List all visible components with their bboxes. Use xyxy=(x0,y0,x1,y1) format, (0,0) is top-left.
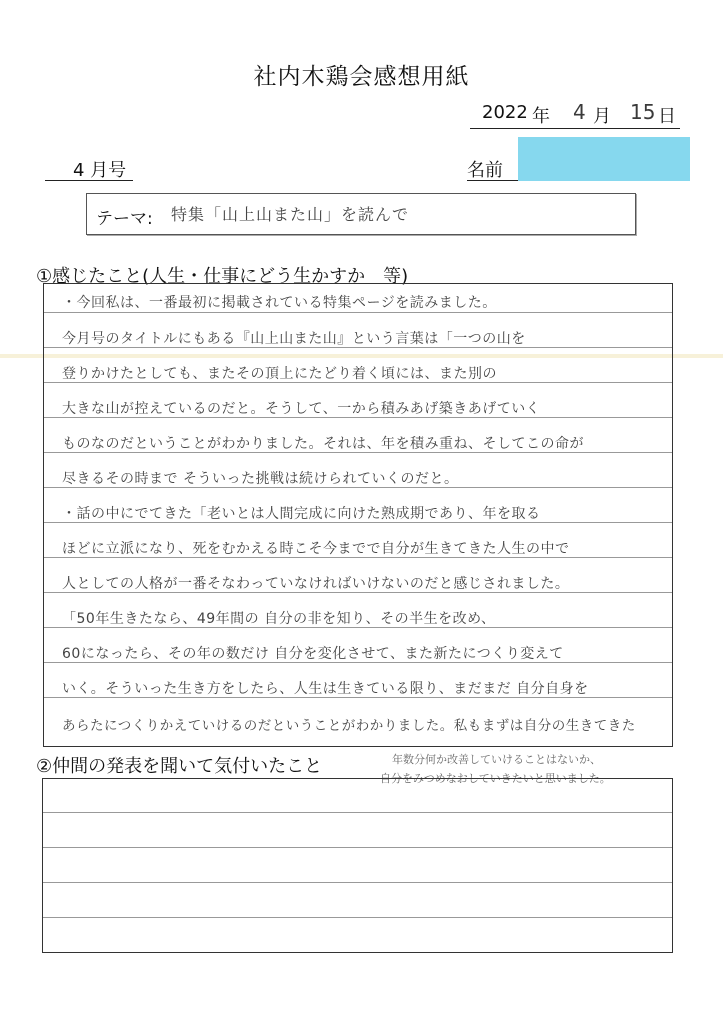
margin-note-line: 自分をみつめなおしていきたいと思いました。 xyxy=(380,772,611,785)
ruled-line xyxy=(43,917,672,918)
form-title: 社内木鶏会感想用紙 xyxy=(253,64,470,90)
section1-box xyxy=(43,283,673,747)
date-field xyxy=(470,100,680,129)
section2-heading: ②仲間の発表を聞いて気付いたこと xyxy=(36,756,323,777)
handwritten-line: 登りかけたとしても、またその頂上にたどり着く頃には、また別の xyxy=(62,366,497,382)
issue-field xyxy=(45,152,133,181)
theme-value: 特集「山上山また山」を読んで xyxy=(171,205,410,224)
ruled-line xyxy=(43,847,672,848)
ruled-line xyxy=(44,312,672,313)
handwritten-line: あらたにつくりかえていけるのだということがわかりました。私もまずは自分の生きてきた xyxy=(62,718,636,734)
section2-box xyxy=(42,778,673,953)
theme-box xyxy=(86,193,636,235)
ruled-line xyxy=(43,882,672,883)
date-day-label: 日 xyxy=(658,106,676,127)
name-redaction xyxy=(518,137,690,181)
handwritten-line: 「50年生きたなら、49年間の 自分の非を知り、その半生を改め、 xyxy=(62,611,496,627)
issue-text: 4 月号 xyxy=(73,160,127,181)
date-year-label: 年 xyxy=(532,106,550,127)
handwritten-line: ・話の中にでてきた「老いとは人間完成に向けた熟成期であり、年を取る xyxy=(62,506,541,522)
handwritten-line: ものなのだということがわかりました。それは、年を積み重ね、そしてこの命が xyxy=(62,436,584,452)
name-label: 名前 xyxy=(467,160,503,181)
ruled-line xyxy=(43,812,672,813)
date-month-label: 月 xyxy=(593,106,611,127)
theme-label: テーマ: xyxy=(96,209,153,229)
handwritten-line: ・今回私は、一番最初に掲載されている特集ページを読みました。 xyxy=(62,295,497,311)
handwritten-line: 60になったら、その年の数だけ 自分を変化させて、また新たにつくり変えて xyxy=(62,646,564,662)
handwritten-line: 人としての人格が一番そなわっていなければいけないのだと感じされました。 xyxy=(62,576,570,592)
margin-note-line: 年数分何か改善していけることはないか、 xyxy=(392,753,601,766)
date-day: 15 xyxy=(630,100,656,124)
handwritten-line: 今月号のタイトルにもある『山上山また山』という言葉は「一つの山を xyxy=(62,331,526,347)
handwritten-line: ほどに立派になり、死をむかえる時こそ今までで自分が生きてきた人生の中で xyxy=(62,541,570,557)
date-year: 2022 xyxy=(482,102,528,123)
handwritten-line: 大きな山が控えているのだと。そうして、一から積みあげ築きあげていく xyxy=(62,401,541,417)
date-month: 4 xyxy=(573,100,586,124)
handwritten-line: いく。そういった生き方をしたら、人生は生きている限り、まだまだ 自分自身を xyxy=(62,681,589,697)
handwritten-line: 尽きるその時まで そういった挑戦は続けられていくのだと。 xyxy=(62,471,459,487)
section1-heading: ①感じたこと(人生・仕事にどう生かすか 等) xyxy=(36,266,409,287)
